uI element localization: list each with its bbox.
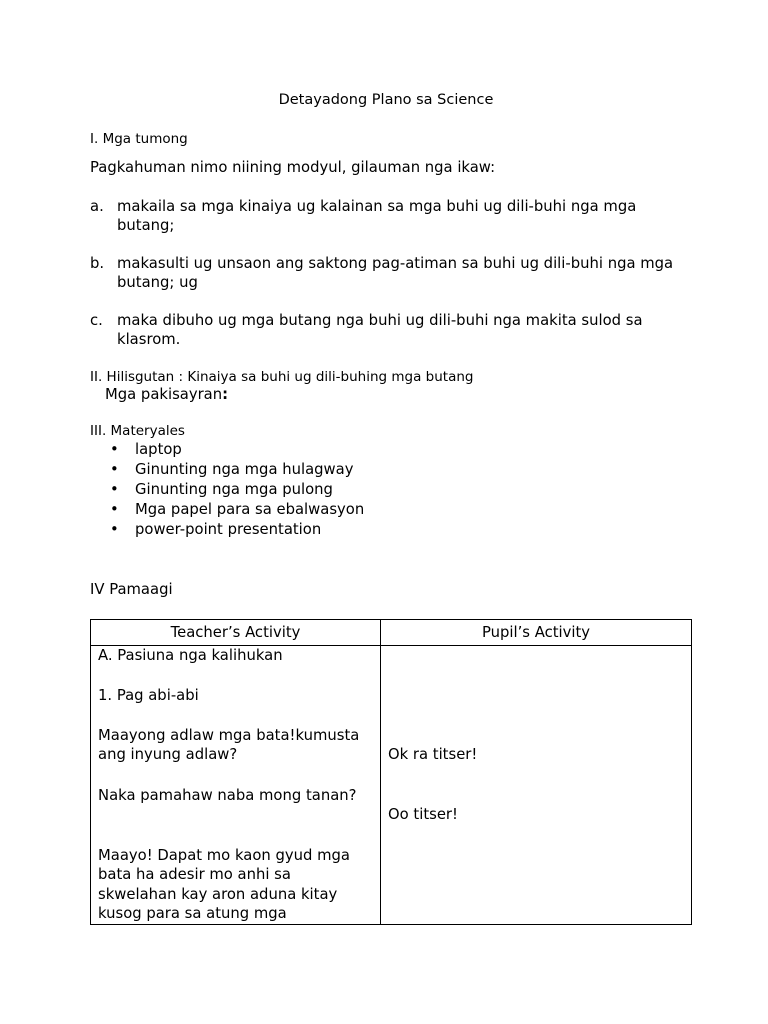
material-text: Ginunting nga mga hulagway	[135, 461, 354, 478]
teacher-activity-header: Teacher’s Activity	[91, 620, 381, 646]
teacher-line: 1. Pag abi-abi	[98, 687, 199, 704]
section-heading-procedure: IV Pamaagi	[90, 581, 173, 598]
teacher-line: kusog para sa atung mga	[98, 905, 287, 922]
section-heading-topic: II. Hilisgutan : Kinaiya sa buhi ug dili-buhing mga butang	[90, 369, 474, 385]
objective-text: makaila sa mga kinaiya ug kalainan sa mga buhi ug dili-buhi nga mga butang;	[117, 198, 637, 234]
objectives-intro: Pagkahuman nimo niining modyul, gilauman nga ikaw:	[90, 159, 496, 176]
objective-label: a.	[90, 198, 104, 215]
references-colon: :	[222, 386, 229, 403]
activity-table	[90, 619, 692, 925]
bullet-icon: •	[110, 501, 119, 518]
bullet-icon: •	[110, 461, 119, 478]
pupil-activity-header: Pupil’s Activity	[381, 620, 692, 646]
table-row	[91, 646, 692, 925]
material-text: laptop	[135, 441, 182, 458]
teacher-line: bata ha adesir mo anhi sa	[98, 866, 291, 883]
bullet-icon: •	[110, 481, 119, 498]
objective-label: c.	[90, 312, 103, 329]
objective-text: maka dibuho ug mga butang nga buhi ug dili-buhi nga makita sulod sa klasrom.	[117, 312, 643, 348]
objective-text: makasulti ug unsaon ang saktong pag-atiman sa buhi ug dili-buhi nga mga butang; ug	[117, 255, 674, 291]
section-heading-objectives: I. Mga tumong	[90, 131, 188, 147]
pupil-line: Ok ra titser!	[388, 746, 478, 763]
references-text: Mga pakisayran	[105, 386, 223, 403]
references-label	[105, 386, 228, 403]
teacher-line: Maayo! Dapat mo kaon gyud mga	[98, 847, 350, 864]
teacher-line: skwelahan kay aron aduna kitay	[98, 886, 338, 903]
teacher-activity-cell	[91, 646, 381, 925]
teacher-line: ang inyung adlaw?	[98, 746, 238, 763]
teacher-line: Naka pamahaw naba mong tanan?	[98, 787, 357, 804]
material-text: Ginunting nga mga pulong	[135, 481, 333, 498]
teacher-line: A. Pasiuna nga kalihukan	[98, 647, 283, 664]
teacher-line: Maayong adlaw mga bata!kumusta	[98, 727, 360, 744]
material-text: power-point presentation	[135, 521, 322, 538]
bullet-icon: •	[110, 521, 119, 538]
bullet-icon: •	[110, 441, 119, 458]
section-heading-materials: III. Materyales	[90, 423, 185, 439]
table-header-row	[91, 620, 692, 646]
material-text: Mga papel para sa ebalwasyon	[135, 501, 365, 518]
objective-label: b.	[90, 255, 105, 272]
page-title: Detayadong Plano sa Science	[278, 92, 494, 108]
pupil-line: Oo titser!	[388, 806, 458, 823]
pupil-activity-cell	[381, 646, 692, 925]
